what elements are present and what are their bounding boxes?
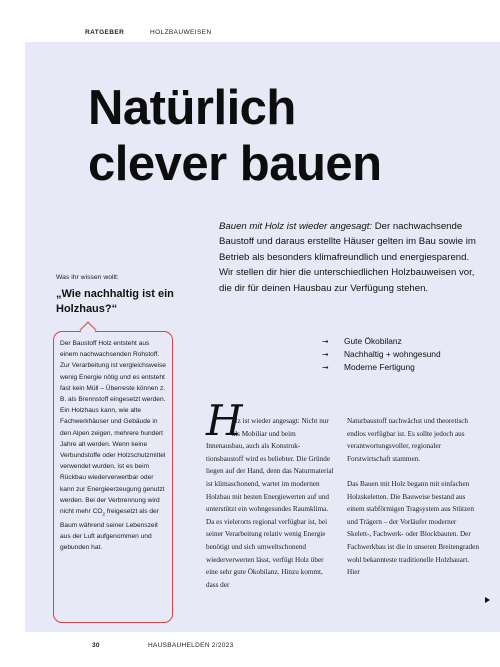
body-col2-paragraph-2: Das Bauen mit Holz begann mit einfachen Holzskeletten. Die Bauweise bestand aus einem stabförmigen Tragsystem aus Stützen und Trägern – der Vorläufer moderner Skelett-, Fachwerk- oder Blockbauten. Der Fachwerkbau ist die in unseren Breitengraden wohl bekannteste traditionelle Holzbauart. Hier	[347, 479, 479, 577]
list-item: ➞ Moderne Fertigung	[322, 362, 415, 372]
body-col1-text: Innenausbau, auch als Konstruktionsbaustoff wird es beliebter. Die Gründe liegen auf der Hand, denn das Naturmaterial ist klimaschonend, wartet im modernen Holzbau mit besten Energiewerten auf und unterstützt ein wohngesundes Raumklima. Da es vielerorts regional verfügbar ist, bei seiner Verarbeitung relativ wenig Energie benötigt und sich umweltschonend wiederverwerten lässt, verfügt Holz über eine sehr gute Ökobilanz. Hinzu kommt, dass der	[206, 442, 334, 589]
magazine-issue: HAUSBAUHELDEN 2/2023	[148, 642, 234, 649]
body-col1-lead: olz ist wieder angesagt: Nicht nur als Mobiliar und beim	[232, 417, 329, 438]
body-column-2	[347, 415, 479, 579]
feature-list	[322, 335, 441, 374]
title-line-1: Natürlich	[88, 81, 296, 135]
list-item: ➞ Nachhaltig + wohngesund	[322, 349, 441, 359]
body-column-1	[206, 415, 334, 591]
page-title	[88, 80, 382, 192]
arrow-right-icon: ➞	[322, 337, 329, 346]
continue-arrow-icon	[485, 597, 490, 603]
section-label: RATGEBER	[85, 29, 125, 36]
title-line-2: clever bauen	[88, 137, 382, 191]
aside-kicker: Was ihr wissen wollt:	[56, 274, 119, 281]
drop-cap: H	[206, 396, 243, 445]
co2-subscript: 2	[102, 511, 106, 517]
top-bar	[0, 0, 500, 42]
intro-lead: Bauen mit Holz ist wieder angesagt:	[219, 221, 373, 232]
arrow-right-icon: ➞	[322, 350, 329, 359]
page-number: 30	[92, 642, 100, 649]
info-box-text: Der Baustoff Holz entsteht aus einem nachwachsenden Rohstoff. Zur Verarbeitung ist vergleichsweise wenig Energie nötig und es entsteht fast kein Müll – Überreste können z. B. als Brennstoff eingesetzt werden. Ein Holzhaus kann, wie alte Fachwerkhäuser und Gebäude in den Alpen zeigen, mehrere hundert Jahre alt werden. Wenn keine Verbundstoffe oder Holzschutzmittel verwendet wurden, ist es beim Rückbau wiederverwertbar oder kann zur Energieerzeugung genutzt werden. Bei der Verbrennung wird nicht mehr $CO_2$ freigesetzt als der Baum während seiner Lebenszeit aus der Luft aufgenommen und gebunden hat.	[60, 340, 166, 551]
aside-title: „Wie nachhaltig ist ein Holzhaus?“	[56, 288, 174, 315]
list-item: ➞ Gute Ökobilanz	[322, 336, 402, 346]
topic-label: HOLZBAUWEISEN	[150, 29, 212, 36]
arrow-right-icon: ➞	[322, 363, 329, 372]
body-col2-paragraph-1: Naturbaustoff nachwächst und theoretisch endlos verfügbar ist. Es sollte jedoch aus verantwortungsvoller, regionaler Forstwirtschaft stammen.	[347, 417, 469, 463]
intro-body: Der nachwachsende Baustoff und daraus erstellte Häuser gelten im Bau sowie im Betrieb als besonders klimafreundlich und energiesparend. Wir stellen dir hier die unterschiedlichen Holzbauweisen vor, die dir für deinen Hausbau zur Verfügung stehen.	[219, 221, 476, 294]
intro-text	[219, 219, 481, 296]
